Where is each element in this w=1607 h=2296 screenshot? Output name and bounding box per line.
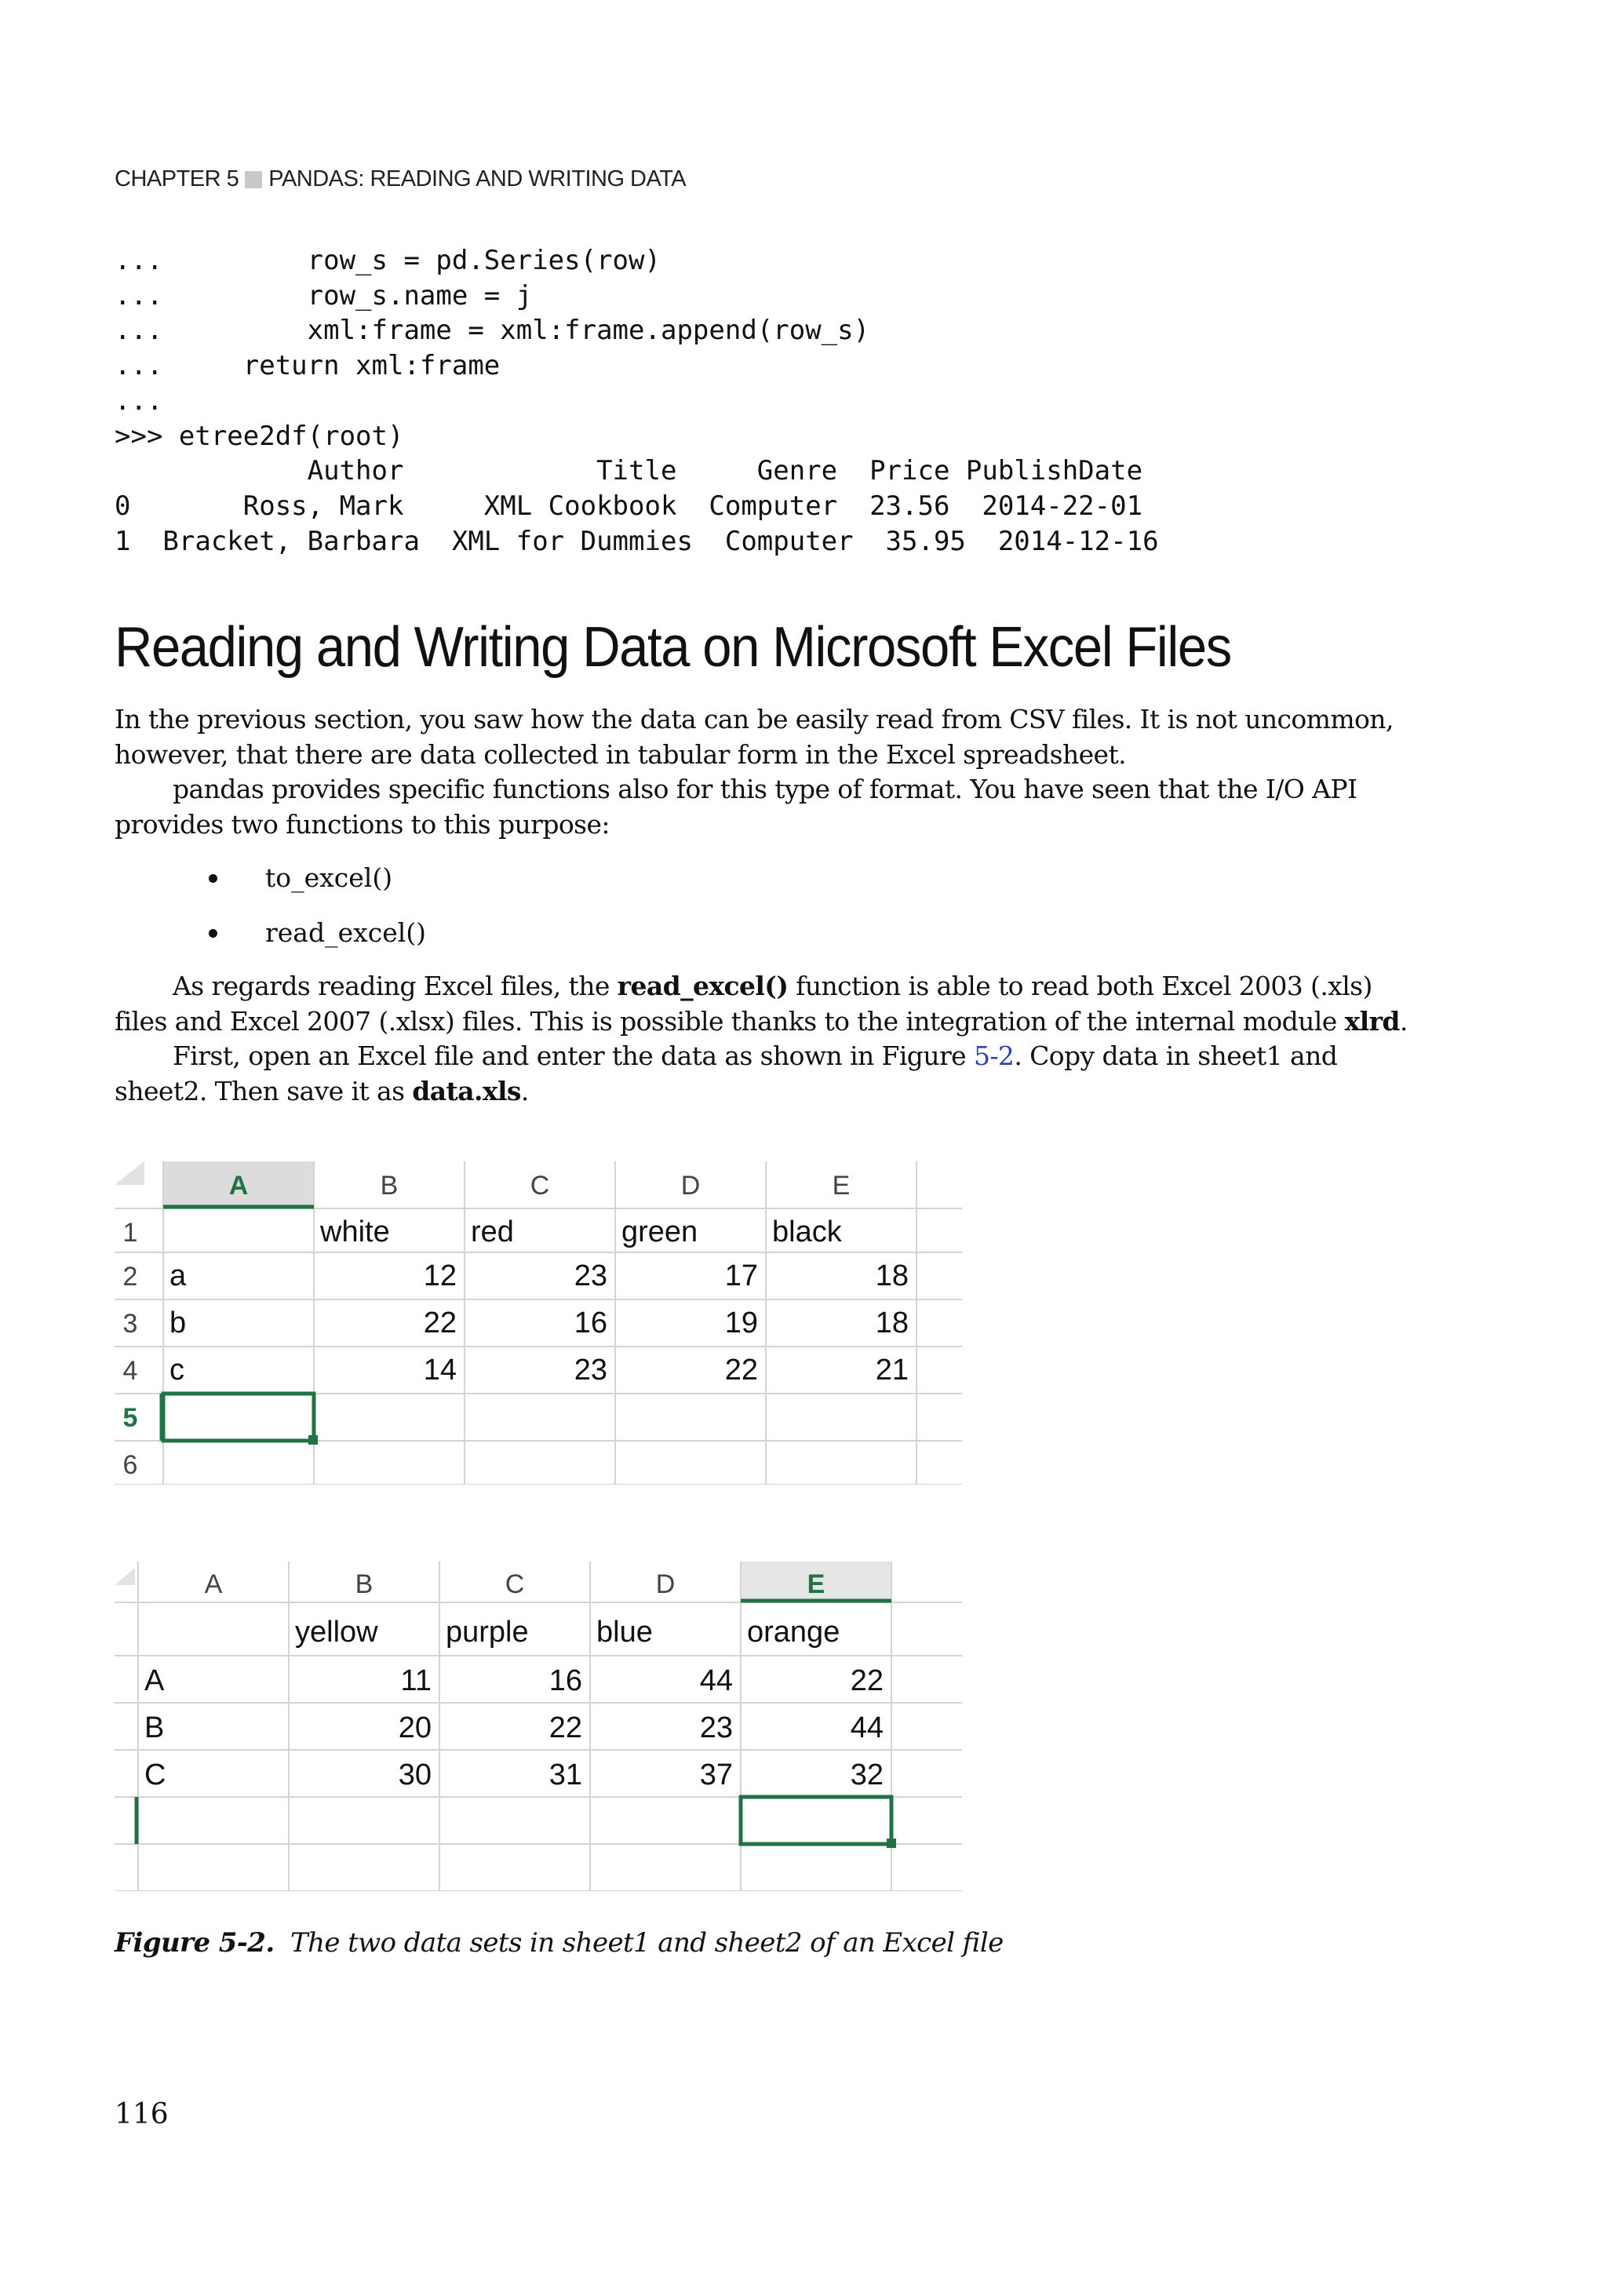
value-cell: 17 — [724, 1259, 758, 1292]
active-cell-selection — [741, 1797, 891, 1844]
header-cell: red — [471, 1215, 514, 1248]
value-cell: 23 — [574, 1354, 607, 1387]
figure-link[interactable]: 5-2 — [973, 1040, 1015, 1072]
paragraph-4: First, open an Excel file and enter the data as shown in Figure 5-2. Copy data in sheet1 and sheet2. Then save it as data.xls. — [115, 1040, 1338, 1107]
excel-sheet1 — [115, 1161, 962, 1485]
value-cell: 37 — [699, 1758, 733, 1791]
value-cell: 23 — [699, 1711, 733, 1744]
function-list — [202, 861, 426, 971]
row-label-cell: b — [169, 1307, 187, 1339]
value-cell: 18 — [875, 1307, 909, 1339]
value-cell: 22 — [850, 1664, 884, 1697]
paragraph-2: pandas provides specific functions also for this type of format. You have seen that the I/O API provides two functions to this purpose: — [115, 774, 1357, 840]
running-header — [115, 166, 686, 192]
column-header-d: D — [655, 1569, 676, 1599]
value-cell: 44 — [699, 1664, 733, 1697]
header-cell: white — [320, 1215, 390, 1248]
column-header-b: B — [355, 1569, 374, 1599]
list-item: to_excel() — [202, 861, 426, 895]
value-cell: 20 — [398, 1711, 432, 1744]
header-cell: orange — [747, 1616, 840, 1649]
header-cell: green — [621, 1215, 698, 1248]
chapter-label: CHAPTER 5 — [115, 166, 239, 191]
bullet-icon — [209, 929, 217, 938]
row-label-cell: A — [144, 1664, 165, 1697]
value-cell: 18 — [875, 1259, 909, 1292]
page-number: 116 — [115, 2098, 169, 2130]
row-label-cell: B — [144, 1711, 165, 1744]
explanation-paragraphs — [115, 969, 1417, 1110]
value-cell: 22 — [423, 1307, 457, 1339]
row-header-2: 2 — [122, 1262, 138, 1292]
value-cell: 30 — [398, 1758, 432, 1791]
header-cell: black — [772, 1215, 842, 1248]
column-header-c: C — [505, 1569, 525, 1599]
chapter-title: PANDAS: READING AND WRITING DATA — [268, 166, 687, 191]
column-header-a: A — [228, 1171, 249, 1201]
column-header-e: E — [832, 1171, 851, 1201]
row-label-cell: c — [169, 1354, 184, 1387]
header-cell: blue — [596, 1616, 653, 1649]
grid-lines — [115, 1161, 962, 1485]
value-cell: 16 — [548, 1664, 582, 1697]
row-header-6: 6 — [122, 1450, 138, 1480]
grid-lines — [115, 1562, 962, 1891]
header-cell: purple — [446, 1616, 529, 1649]
value-cell: 14 — [423, 1354, 457, 1387]
code-listing: ... row_s = pd.Series(row) ... row_s.name = j ... xml:frame = xml:frame.append(row_s) ... return xml:frame ... >>> etree2df(root) Author Title Genre Price PublishDate 0 Ross, Mark XML Cookbook Computer 23.56 2014-22-01 1 Bracket, Barbara XML for Dummies Computer 35.95 2014-12-16 — [115, 245, 1159, 557]
figure-caption: Figure 5-2. The two data sets in sheet1 and sheet2 of an Excel file — [115, 1927, 1004, 1959]
select-all-triangle-icon — [115, 1568, 135, 1585]
row-label-cell: C — [144, 1758, 166, 1791]
separator-square-icon — [245, 171, 262, 188]
select-all-triangle-icon — [115, 1161, 144, 1185]
value-cell: 31 — [548, 1758, 582, 1791]
column-header-c: C — [530, 1171, 550, 1201]
column-header-d: D — [680, 1171, 701, 1201]
row-header-5: 5 — [122, 1403, 138, 1433]
paragraph-1: In the previous section, you saw how the data can be easily read from CSV files. It is not uncommon, however, that there are data collected in tabular form in the Excel spreadsheet. — [115, 704, 1394, 770]
value-cell: 23 — [574, 1259, 607, 1292]
column-header-a: A — [204, 1569, 223, 1599]
intro-paragraphs — [115, 702, 1417, 843]
column-header-b: B — [380, 1171, 399, 1201]
column-header-e: E — [807, 1569, 825, 1599]
value-cell: 44 — [850, 1711, 884, 1744]
bullet-icon — [209, 874, 217, 883]
row-header-3: 3 — [122, 1309, 138, 1339]
header-cell: yellow — [295, 1616, 378, 1649]
excel-sheet2 — [115, 1562, 962, 1891]
active-cell-selection — [163, 1394, 314, 1441]
section-heading: Reading and Writing Data on Microsoft Excel Files — [115, 616, 1231, 679]
paragraph-3: As regards reading Excel files, the read_excel() function is able to read both Excel 2003 (.xls) files and Excel 2007 (.xlsx) files. This is possible thanks to the integration of the internal module xlrd. — [115, 971, 1408, 1037]
fill-handle-icon — [308, 1435, 318, 1445]
row-label-cell: a — [169, 1259, 187, 1292]
list-item: read_excel() — [202, 916, 426, 950]
value-cell: 19 — [724, 1307, 758, 1339]
row-header-1: 1 — [122, 1218, 138, 1248]
fill-handle-icon — [887, 1839, 896, 1848]
value-cell: 22 — [724, 1354, 758, 1387]
value-cell: 21 — [875, 1354, 909, 1387]
value-cell: 32 — [850, 1758, 884, 1791]
value-cell: 16 — [574, 1307, 607, 1339]
row-header-4: 4 — [122, 1356, 138, 1386]
value-cell: 11 — [400, 1664, 432, 1697]
value-cell: 22 — [548, 1711, 582, 1744]
cells — [169, 1215, 909, 1387]
value-cell: 12 — [423, 1259, 457, 1292]
